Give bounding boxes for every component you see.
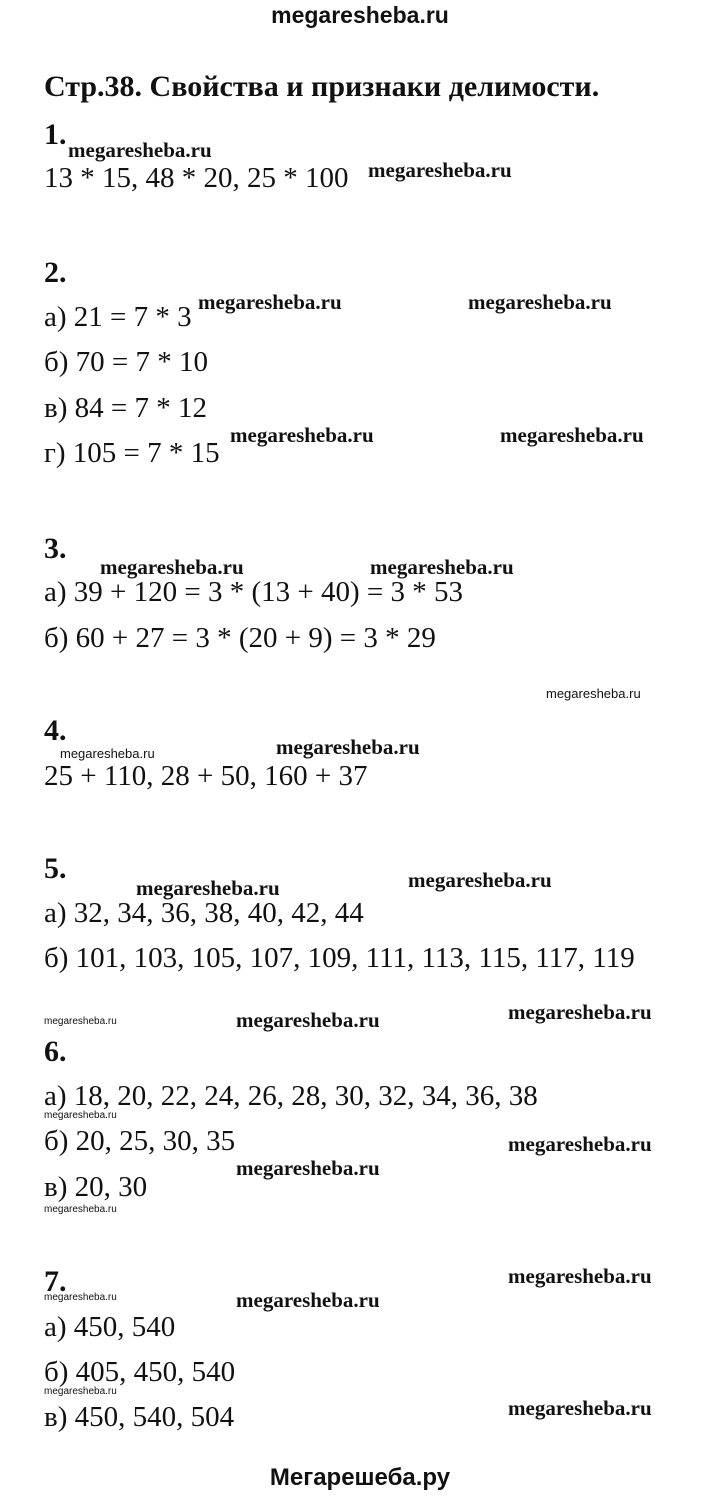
task-1-line-1: 13 * 15, 48 * 20, 25 * 100 [44, 162, 349, 194]
task-6-line-c: в) 20, 30 [44, 1171, 148, 1203]
site-footer: Мегарешеба.ру [269, 1464, 451, 1491]
watermark: megaresheba.ru [508, 1264, 652, 1288]
task-3-number: 3. [44, 532, 67, 565]
task-4-line-1: 25 + 110, 28 + 50, 160 + 37 [44, 760, 368, 792]
watermark: megaresheba.ru [370, 555, 514, 579]
watermark: megaresheba.ru [468, 290, 612, 314]
watermark: megaresheba.ru [508, 1132, 652, 1156]
task-5-line-a: а) 32, 34, 36, 38, 40, 42, 44 [44, 897, 364, 929]
task-6-number: 6. [44, 1035, 67, 1068]
watermark: megaresheba.ru [508, 1396, 652, 1420]
watermark: megaresheba.ru [276, 735, 420, 759]
watermark: megaresheba.ru [198, 290, 342, 314]
task-7-line-b: б) 405, 450, 540 [44, 1356, 236, 1388]
task-7-number: 7. [44, 1265, 67, 1298]
watermark: megaresheba.ru [44, 1292, 117, 1303]
watermark: megaresheba.ru [236, 1156, 380, 1180]
watermark: megaresheba.ru [68, 138, 212, 162]
watermark: megaresheba.ru [44, 1204, 117, 1215]
watermark: megaresheba.ru [408, 868, 552, 892]
task-5-line-b: б) 101, 103, 105, 107, 109, 111, 113, 115, 117, 119 [44, 942, 635, 974]
watermark: megaresheba.ru [60, 746, 155, 761]
watermark: megaresheba.ru [236, 1008, 380, 1032]
task-2-line-c: в) 84 = 7 * 12 [44, 392, 207, 424]
watermark: megaresheba.ru [368, 158, 512, 182]
task-3-line-a: а) 39 + 120 = 3 * (13 + 40) = 3 * 53 [44, 576, 464, 608]
task-2-number: 2. [44, 256, 67, 289]
task-2-line-a: а) 21 = 7 * 3 [44, 301, 192, 333]
watermark: megaresheba.ru [136, 876, 280, 900]
watermark: megaresheba.ru [500, 423, 644, 447]
watermark: megaresheba.ru [230, 423, 374, 447]
task-2-line-d: г) 105 = 7 * 15 [44, 437, 220, 469]
site-header: megaresheba.ru [271, 2, 449, 28]
watermark: megaresheba.ru [100, 555, 244, 579]
task-6-line-a: а) 18, 20, 22, 24, 26, 28, 30, 32, 34, 36, 38 [44, 1080, 538, 1112]
watermark: megaresheba.ru [508, 1000, 652, 1024]
task-2-line-b: б) 70 = 7 * 10 [44, 346, 209, 378]
watermark: megaresheba.ru [44, 1386, 117, 1397]
page-title: Стр.38. Свойства и признаки делимости. [44, 70, 600, 103]
task-3-line-b: б) 60 + 27 = 3 * (20 + 9) = 3 * 29 [44, 622, 436, 654]
task-5-number: 5. [44, 852, 67, 885]
watermark: megaresheba.ru [44, 1110, 117, 1121]
watermark: megaresheba.ru [236, 1288, 380, 1312]
task-6-line-b: б) 20, 25, 30, 35 [44, 1125, 236, 1157]
watermark: megaresheba.ru [44, 1016, 117, 1027]
watermark: megaresheba.ru [546, 686, 641, 701]
task-4-number: 4. [44, 714, 67, 747]
task-7-line-c: в) 450, 540, 504 [44, 1401, 235, 1433]
task-7-line-a: а) 450, 540 [44, 1311, 176, 1343]
task-1-number: 1. [44, 118, 67, 151]
